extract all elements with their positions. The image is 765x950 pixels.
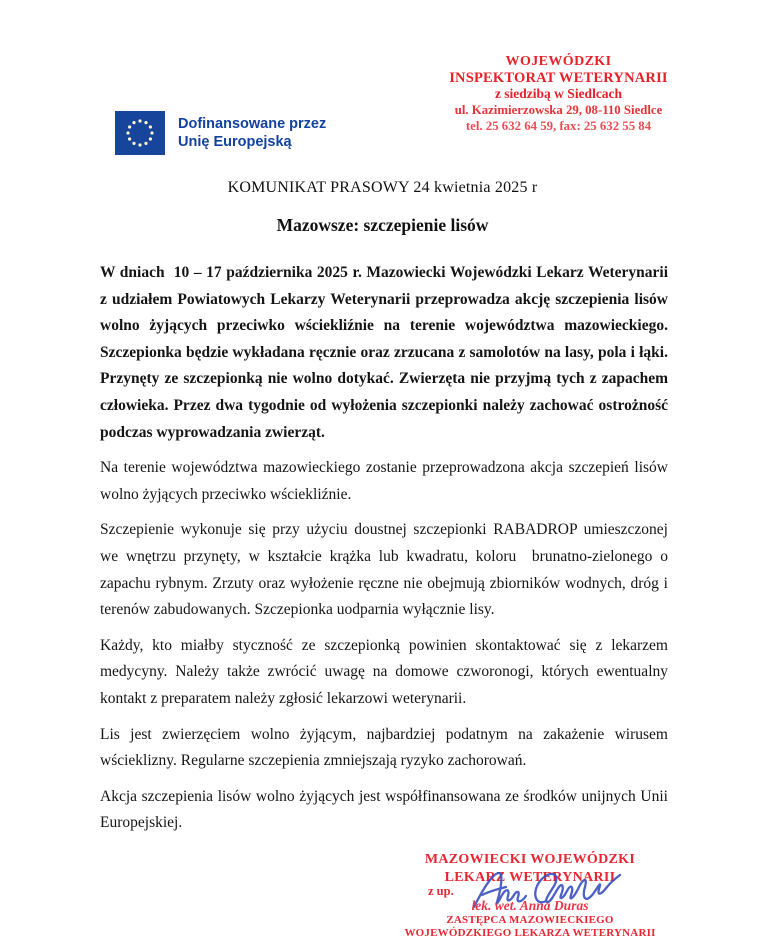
eu-cofunded-logo [115,111,326,155]
signatory-title-line1: ZASTĘPCA MAZOWIECKIEGO [446,914,614,926]
paragraph-5: Lis jest zwierzęciem wolno żyjącym, najbardziej podatnym na zakażenie wirusem wścieklizny. Regularne szczepienia zmniejszają ryzyko zachorowań. [100,725,668,770]
paragraph-3: Szczepienie wykonuje się przy użyciu doustnej szczepionki RABADROP umieszczonej we wnętrzu przynęty, w kształcie krążka lub kwadratu, koloru brunatno-zielonego o zapachu rybnym. Zrzuty oraz wyłożenie ręczne nie obejmują zbiorników wodnych, dróg i terenów zabudowanych. Szczepionka uodparnia wyłącznie lisy. [100,521,668,619]
signatory-office-line2: LEKARZ WETERYNARII [444,870,616,885]
document-body [100,260,668,846]
stamp-seat-line: z siedzibą w Siedlcach [494,86,623,101]
stamp-address-line: ul. Kazimierzowska 29, 08-110 Siedlce [454,103,663,117]
eu-label-line2: Unię Europejską [178,134,292,150]
paragraph-1: W dniach 10 – 17 października 2025 r. Mazowiecki Wojewódzki Lekarz Weterynarii z udziałem Powiatowych Lekarzy Weterynarii przeprowadza akcję szczepienia lisów wolno żyjących przeciwko wściekliźnie na terenie województwa mazowieckiego. Szczepionka będzie wykładana ręcznie oraz zrzucana z samolotów na lasy, pola i łąki. Przynęty ze szczepionką nie wolno dotykać. Zwierzęta nie przyjmą tych z zapachem człowieka. Przez dwa tygodnie od wyłożenia szczepionki należy zachować ostrożność podczas wyprowadzania zwierząt. [100,264,668,441]
eu-cofunded-label [178,115,326,151]
inspectorate-stamp [406,54,711,134]
signature-block [390,851,670,946]
paragraph-2: Na terenie województwa mazowieckiego zostanie przeprowadzona akcja szczepień lisów wolno żyjących przeciwko wściekliźnie. [100,459,668,503]
signatory-title-line2: WOJEWÓDZKIEGO LEKARZA WETERYNARII [404,927,656,939]
stamp-phone-line: tel. 25 632 64 59, fax: 25 632 55 84 [465,119,652,133]
stamp-org-line1: WOJEWÓDZKI [505,54,612,69]
paragraph-4: Każdy, kto miałby styczność ze szczepionką powinien skontaktować się z lekarzem medycyny. Należy także zwrócić uwagę na domowe czworonogi, których ewentualny kontakt z preparatem należy zgłosić lekarzowi weterynarii. [100,636,668,707]
signatory-office-line1: MAZOWIECKI WOJEWÓDZKI [424,852,636,867]
eu-label-line1: Dofinansowane przez [178,116,327,132]
signatory-name: lek. wet. Anna Duras [471,898,589,913]
paragraph-6: Akcja szczepienia lisów wolno żyjących jest współfinansowana ze środków unijnych Unii Europejskiej. [100,787,668,832]
stamp-org-line2: INSPEKTORAT WETERYNARII [449,70,668,86]
document-subject: Mazowsze: szczepienie lisów [276,215,489,235]
on-behalf-label: z up. [428,884,454,898]
document-title: KOMUNIKAT PRASOWY 24 kwietnia 2025 r [227,179,538,196]
eu-flag-icon [115,111,165,155]
